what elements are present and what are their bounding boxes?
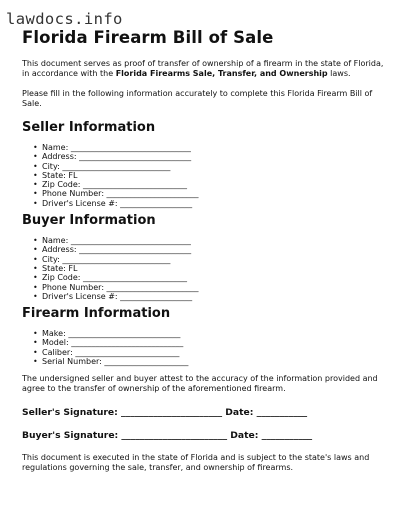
intro-law-name: Florida Firearms Sale, Transfer, and Ownership	[115, 69, 328, 78]
buyer-signature-line: Buyer's Signature: _______________________ Date: ___________	[22, 430, 313, 442]
bullet-mark: •	[33, 236, 38, 246]
seller-city-field: • City: ___________________________	[33, 161, 171, 171]
buyer-state-field: • State: FL	[33, 263, 78, 273]
firearm-heading: Firearm Information	[22, 306, 171, 322]
seller-phone-field: • Phone Number: _______________________	[33, 189, 199, 199]
buyer-name-field: • Name: ______________________________	[33, 236, 191, 246]
firearm-caliber-field: • Caliber: __________________________	[33, 347, 180, 357]
instruction-paragraph: Please fill in the following information accurately to complete this Florida Firearm Bill of Sale.	[22, 89, 373, 108]
bullet-mark: •	[33, 254, 38, 264]
bullet-mark: •	[33, 282, 38, 292]
seller-zip-field: • Zip Code: __________________________	[33, 180, 188, 190]
bullet-mark: •	[33, 161, 38, 171]
seller-signature-line: Seller's Signature: ______________________ Date: ___________	[22, 407, 308, 419]
bullet-mark: •	[33, 347, 38, 357]
seller-name-field: • Name: ______________________________	[33, 143, 191, 152]
seller-state-field: • State: FL	[33, 170, 78, 180]
bullet-mark: •	[33, 152, 38, 162]
footer-paragraph: This document is executed in the state of Florida and is subject to the state's laws and regulations governing the sale, transfer, and ownership of firearms.	[22, 453, 370, 473]
seller-field-list	[22, 143, 384, 208]
bullet-mark: •	[33, 170, 38, 180]
document-page	[22, 28, 384, 473]
bullet-mark: •	[33, 143, 38, 152]
buyer-heading: Buyer Information	[22, 213, 156, 229]
buyer-address-field: • Address: ____________________________	[33, 245, 192, 255]
bullet-mark: •	[33, 180, 38, 190]
bullet-mark: •	[33, 338, 38, 348]
bullet-mark: •	[33, 329, 38, 339]
attestation-paragraph: The undersigned seller and buyer attest to the accuracy of the information provided and agree to the transfer of ownership of the aforementioned firearm.	[22, 374, 378, 394]
seller-address-field: • Address: ____________________________	[33, 152, 192, 162]
firearm-model-field: • Model: ____________________________	[33, 338, 184, 348]
seller-license-field: • Driver's License #: __________________	[33, 198, 193, 208]
seller-heading: Seller Information	[22, 120, 156, 135]
buyer-field-list	[22, 236, 384, 301]
intro-text-before: This document serves as proof of transfer of ownership of a firearm in the state of Florida, in accordance with the	[22, 59, 384, 78]
buyer-license-field: • Driver's License #: __________________	[33, 291, 193, 301]
bullet-mark: •	[33, 198, 38, 208]
bullet-mark: •	[33, 189, 38, 199]
buyer-phone-field: • Phone Number: _______________________	[33, 282, 199, 292]
intro-paragraph	[22, 59, 384, 79]
firearm-serial-field: • Serial Number: _____________________	[33, 357, 189, 367]
bullet-mark: •	[33, 263, 38, 273]
firearm-make-field: • Make: ____________________________	[33, 329, 181, 339]
firearm-field-list	[22, 329, 384, 366]
buyer-zip-field: • Zip Code: __________________________	[33, 273, 188, 283]
buyer-city-field: • City: ___________________________	[33, 254, 171, 264]
bullet-mark: •	[33, 291, 38, 301]
bullet-mark: •	[33, 357, 38, 367]
site-watermark: lawdocs.info	[6, 10, 123, 28]
bullet-mark: •	[33, 245, 38, 255]
intro-text-after: laws.	[327, 69, 351, 78]
bullet-mark: •	[33, 273, 38, 283]
document-title: Florida Firearm Bill of Sale	[22, 28, 274, 47]
